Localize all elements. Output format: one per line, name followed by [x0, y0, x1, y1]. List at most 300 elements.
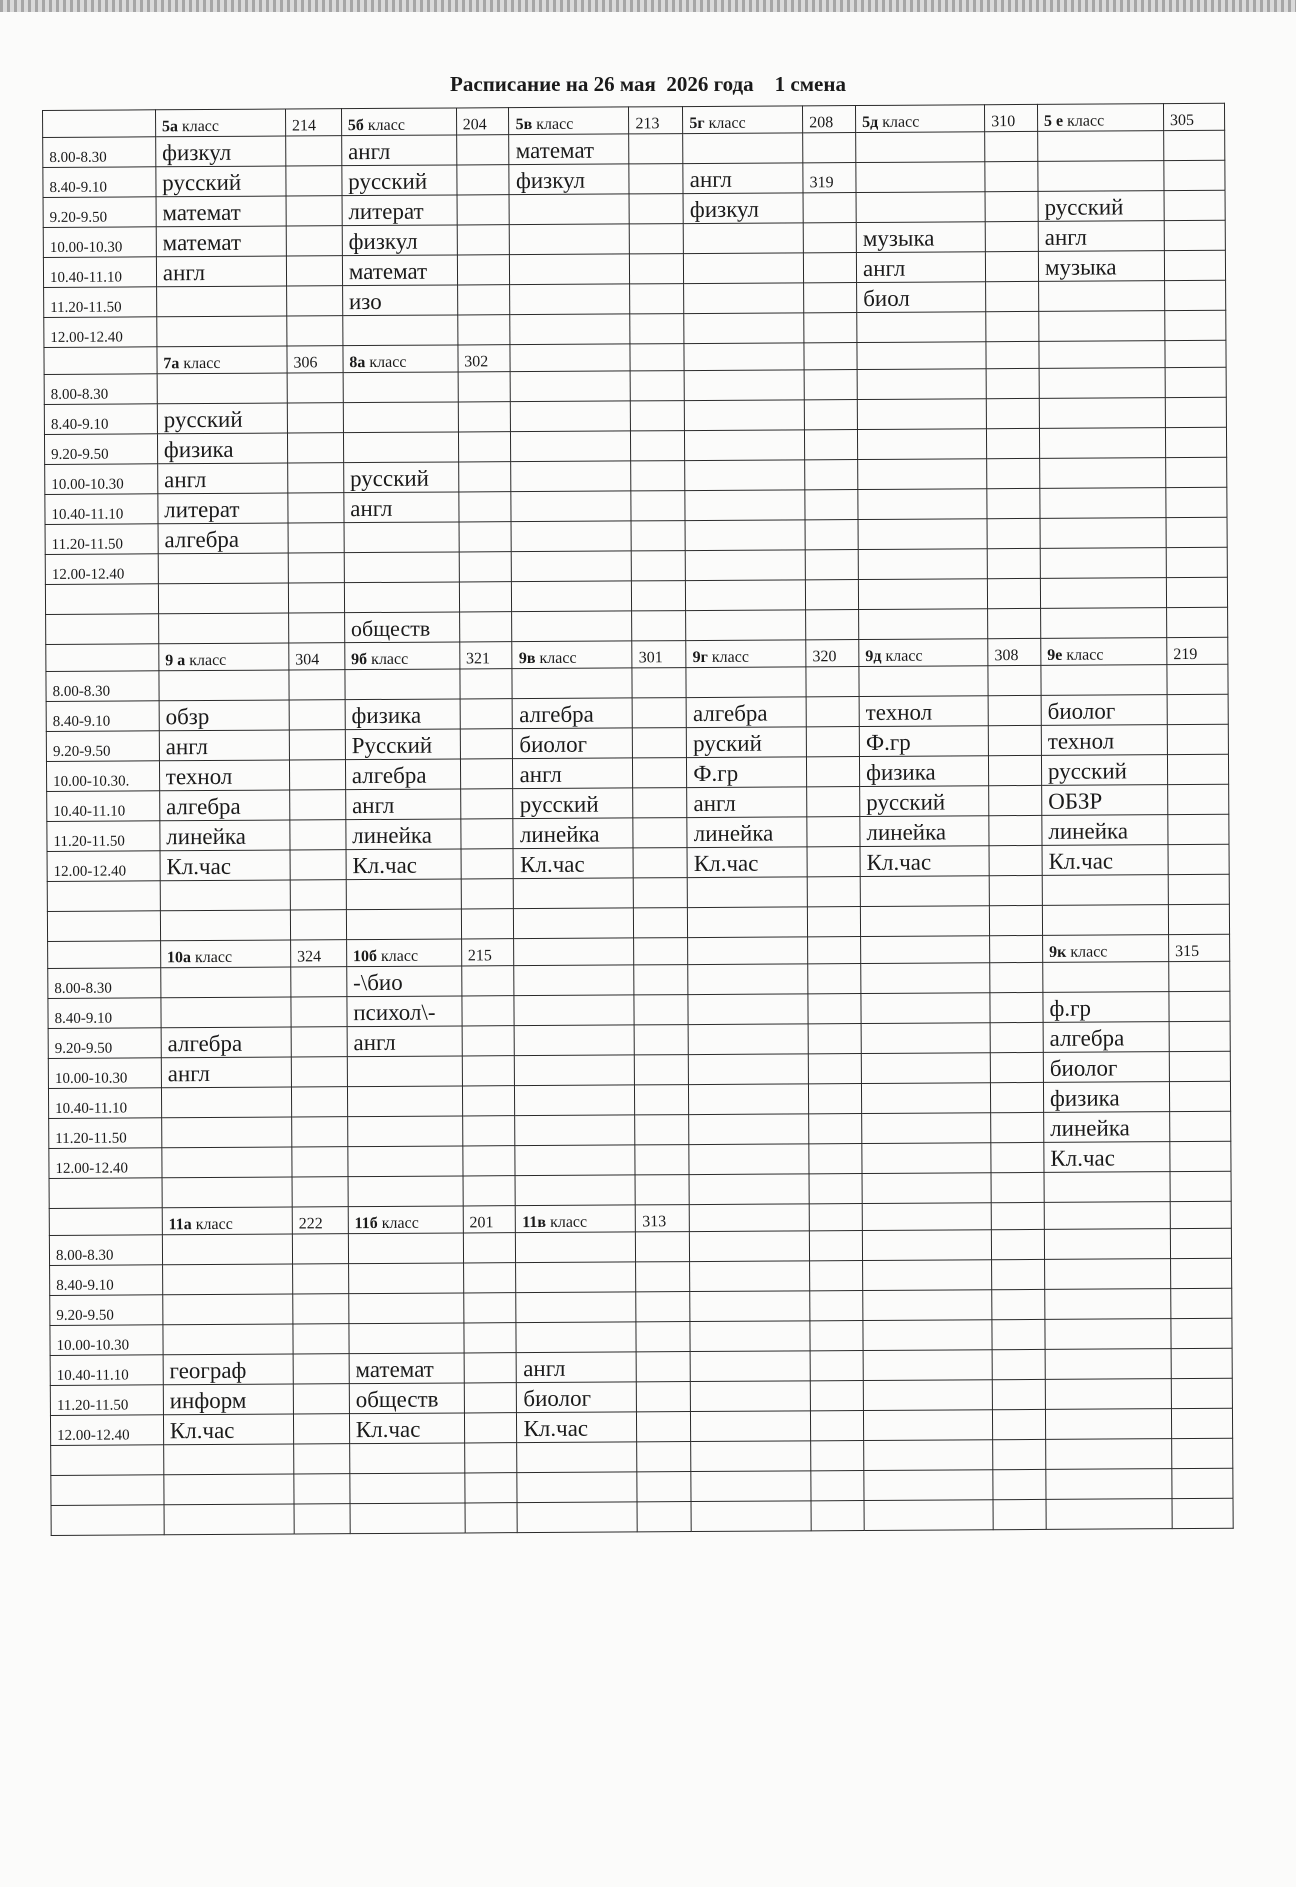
- lesson-time: [51, 1475, 164, 1506]
- lesson-subject: англ: [1038, 221, 1164, 252]
- class-label: класс: [885, 647, 923, 665]
- lesson-subject: [684, 253, 804, 284]
- lesson-room: [291, 967, 347, 997]
- lesson-subject: математ: [156, 196, 286, 227]
- lesson-room: [458, 402, 511, 432]
- lesson-room: [803, 193, 856, 223]
- lesson-subject: [1039, 368, 1165, 399]
- lesson-time: 10.00-10.30: [45, 464, 158, 495]
- lesson-time: 8.40-9.10: [44, 404, 157, 435]
- lesson-room: [635, 1175, 689, 1205]
- class-label: класс: [195, 1215, 233, 1234]
- lesson-subject: англ: [156, 256, 286, 287]
- class-number: 10б: [352, 947, 378, 966]
- lesson-room: [810, 1291, 863, 1321]
- room-number: 321: [459, 642, 512, 669]
- lesson-room: [290, 850, 346, 880]
- class-name-cell: [516, 1205, 636, 1233]
- lesson-subject: [690, 1351, 810, 1382]
- lesson-room: [1171, 1408, 1232, 1438]
- lesson-subject: [689, 1114, 809, 1145]
- lesson-subject: [690, 1321, 810, 1352]
- lesson-subject: [515, 1025, 635, 1056]
- room-number: [804, 343, 857, 370]
- lesson-subject: [516, 1262, 636, 1293]
- lesson-room: [1164, 190, 1225, 220]
- lesson-room: [631, 461, 685, 491]
- lesson-subject: физкул: [155, 136, 285, 167]
- lesson-subject: линейка: [160, 820, 290, 851]
- lesson-subject: [1045, 1289, 1171, 1320]
- class-name-cell: [160, 940, 290, 968]
- lesson-time: 10.40-11.10: [50, 1355, 163, 1386]
- lesson-subject: [1042, 905, 1168, 936]
- lesson-room: [289, 670, 345, 700]
- lesson-subject: [515, 1175, 635, 1206]
- lesson-time: 9.20-9.50: [48, 1028, 161, 1059]
- room-number: 308: [988, 638, 1041, 665]
- lesson-time: 8.00-8.30: [48, 968, 161, 999]
- lesson-room: [631, 491, 685, 521]
- lesson-subject: [856, 132, 985, 163]
- lesson-room: [989, 875, 1042, 905]
- lesson-room: [632, 581, 686, 611]
- lesson-room: [1165, 310, 1226, 340]
- lesson-subject: Кл.час: [1044, 1142, 1170, 1173]
- lesson-subject: [858, 519, 987, 550]
- lesson-room: [806, 610, 859, 640]
- class-number: 9б: [351, 651, 368, 669]
- class-number: 5 е: [1043, 112, 1064, 130]
- lesson-room: [993, 1409, 1046, 1439]
- lesson-room: [635, 1085, 689, 1115]
- lesson-subject: информ: [163, 1384, 293, 1415]
- lesson-subject: [690, 1261, 810, 1292]
- lesson-time: 11.20-11.50: [50, 1385, 163, 1416]
- lesson-time: [47, 881, 160, 912]
- lesson-subject: географ: [163, 1354, 293, 1385]
- lesson-subject: [1045, 1319, 1171, 1350]
- lesson-subject: [348, 1176, 463, 1207]
- lesson-subject: [1040, 548, 1166, 579]
- lesson-room: [632, 611, 686, 641]
- lesson-room: [464, 1443, 517, 1473]
- class-label: класс: [189, 651, 227, 670]
- lesson-subject: [861, 993, 990, 1024]
- lesson-subject: [345, 669, 460, 700]
- lesson-subject: ф.гр: [1043, 992, 1169, 1023]
- lesson-subject: технол: [1041, 725, 1167, 756]
- lesson-time: 9.20-9.50: [44, 434, 157, 465]
- lesson-room: [287, 433, 343, 463]
- class-number: 9г: [692, 648, 708, 667]
- lesson-room: [288, 523, 344, 553]
- room-number: [1165, 340, 1226, 367]
- lesson-subject: Кл.час: [346, 849, 461, 880]
- lesson-subject: [512, 611, 632, 642]
- lesson-subject: [347, 1056, 462, 1087]
- lesson-time: 10.00-10.30: [48, 1058, 161, 1089]
- lesson-room: [632, 668, 686, 698]
- class-name-cell: [684, 343, 804, 371]
- lesson-room: [1168, 784, 1229, 814]
- lesson-subject: физика: [157, 433, 287, 464]
- lesson-subject: физкул: [683, 193, 803, 224]
- lesson-room: [633, 818, 687, 848]
- lesson-room: [993, 1439, 1046, 1469]
- lesson-subject: психол\-: [347, 996, 462, 1027]
- lesson-subject: [159, 670, 289, 701]
- room-number: [809, 1204, 862, 1231]
- lesson-subject: [511, 521, 631, 552]
- lesson-subject: биолог: [513, 728, 633, 759]
- lesson-subject: Кл.час: [513, 848, 633, 879]
- lesson-room: [630, 284, 684, 314]
- class-name-cell: [857, 342, 986, 370]
- class-label: класс: [367, 116, 405, 135]
- lesson-room: [991, 1082, 1044, 1112]
- lesson-room: [291, 1087, 347, 1117]
- lesson-subject: [517, 1472, 637, 1503]
- lesson-subject: [516, 1322, 636, 1353]
- class-name-cell: [683, 106, 803, 134]
- lesson-room: [630, 314, 684, 344]
- class-name-cell: [348, 1206, 463, 1234]
- lesson-room: [806, 727, 859, 757]
- class-number: 5а: [161, 118, 178, 136]
- lesson-subject: [688, 907, 808, 938]
- room-number: [986, 341, 1039, 368]
- lesson-subject: [863, 1410, 992, 1441]
- lesson-room: [990, 962, 1043, 992]
- room-number: 305: [1163, 103, 1224, 130]
- lesson-subject: [350, 1503, 465, 1534]
- lesson-subject: Кл.час: [517, 1412, 637, 1443]
- lesson-room: [807, 847, 860, 877]
- lesson-room: [1171, 1318, 1232, 1348]
- room-number: 304: [289, 643, 345, 670]
- lesson-subject: [1038, 281, 1164, 312]
- lesson-subject: [517, 1502, 637, 1533]
- lesson-room: [461, 966, 514, 996]
- lesson-room: [463, 1293, 516, 1323]
- lesson-room: [1167, 724, 1228, 754]
- lesson-room: [1165, 367, 1226, 397]
- lesson-subject: [346, 879, 461, 910]
- lesson-subject: [857, 312, 986, 343]
- lesson-subject: [343, 432, 458, 463]
- lesson-subject: [517, 1442, 637, 1473]
- class-name-cell: [1041, 638, 1167, 666]
- class-label: класс: [1066, 646, 1104, 664]
- lesson-room: [463, 1263, 516, 1293]
- class-label: класс: [181, 117, 220, 136]
- room-number: 214: [285, 109, 341, 136]
- lesson-subject: [691, 1411, 811, 1442]
- lesson-subject: [516, 1232, 636, 1263]
- lesson-room: [630, 224, 684, 254]
- lesson-room: [1166, 547, 1227, 577]
- class-number: 7а: [163, 355, 180, 373]
- class-name-cell: [512, 641, 632, 669]
- lesson-subject: [689, 1054, 809, 1085]
- lesson-subject: русский: [156, 166, 286, 197]
- class-name-cell: [509, 107, 629, 135]
- lesson-subject: линейка: [1044, 1112, 1170, 1143]
- lesson-room: [986, 398, 1039, 428]
- lesson-subject: математ: [509, 134, 629, 165]
- lesson-room: [804, 253, 857, 283]
- room-number: 324: [290, 940, 346, 967]
- lesson-room: [990, 1052, 1043, 1082]
- class-name-cell: [159, 643, 289, 671]
- lesson-room: [991, 1112, 1044, 1142]
- lesson-time: 12.00-12.40: [47, 851, 160, 882]
- lesson-subject: [347, 1116, 462, 1147]
- lesson-subject: [858, 489, 987, 520]
- lesson-room: [457, 255, 510, 285]
- lesson-room: [1170, 1171, 1231, 1201]
- lesson-subject: [349, 1443, 464, 1474]
- lesson-subject: [1045, 1349, 1171, 1380]
- lesson-subject: [343, 402, 458, 433]
- class-label: класс: [183, 354, 221, 373]
- lesson-subject: Кл.час: [160, 850, 290, 881]
- lesson-room: [991, 1229, 1044, 1259]
- lesson-time: 8.00-8.30: [43, 137, 156, 168]
- lesson-room: [1164, 130, 1225, 160]
- class-name-cell: [859, 639, 988, 667]
- lesson-room: [1169, 1021, 1230, 1051]
- lesson-room: [463, 1233, 516, 1263]
- lesson-room: [461, 849, 514, 879]
- class-name-cell: [689, 1204, 809, 1232]
- class-name-cell: [510, 344, 630, 372]
- lesson-room: [1169, 991, 1230, 1021]
- lesson-time: [51, 1505, 164, 1536]
- lesson-room: [459, 612, 512, 642]
- lesson-room: [460, 729, 513, 759]
- lesson-room: [808, 964, 861, 994]
- lesson-room: [632, 698, 686, 728]
- class-name-cell: [341, 108, 456, 136]
- room-number: 219: [1167, 637, 1228, 664]
- lesson-room: [290, 880, 346, 910]
- room-number: [991, 1202, 1044, 1229]
- lesson-subject: [1044, 1259, 1170, 1290]
- lesson-room: [291, 1057, 347, 1087]
- lesson-room: [289, 700, 345, 730]
- lesson-subject: физика: [859, 756, 988, 787]
- lesson-subject: [856, 162, 985, 193]
- lesson-room: [458, 492, 511, 522]
- lesson-subject: [514, 908, 634, 939]
- lesson-room: [459, 552, 512, 582]
- lesson-subject: [515, 1115, 635, 1146]
- lesson-subject: [344, 582, 459, 613]
- lesson-room: [460, 699, 513, 729]
- lesson-subject: ОБЗР: [1042, 785, 1168, 816]
- lesson-subject: [164, 1474, 294, 1505]
- lesson-room: [1164, 160, 1225, 190]
- lesson-room: [805, 520, 858, 550]
- lesson-room: [992, 1259, 1045, 1289]
- lesson-room: [985, 191, 1038, 221]
- room-number: 215: [461, 939, 514, 966]
- lesson-room: [459, 582, 512, 612]
- class-number: 5в: [515, 116, 533, 134]
- lesson-room: [1167, 694, 1228, 724]
- lesson-room: [463, 1176, 516, 1206]
- lesson-subject: физкул: [342, 225, 457, 256]
- lesson-room: [1164, 220, 1225, 250]
- lesson-room: [989, 785, 1042, 815]
- room-number: [634, 938, 688, 965]
- lesson-subject: [688, 964, 808, 995]
- lesson-subject: алгебра: [159, 790, 289, 821]
- lesson-room: [805, 430, 858, 460]
- lesson-room: [464, 1323, 517, 1353]
- lesson-room: [1169, 961, 1230, 991]
- lesson-subject: Ф.гр: [859, 726, 988, 757]
- lesson-subject: [691, 1441, 811, 1472]
- lesson-room: [809, 1144, 862, 1174]
- lesson-subject: изо: [342, 285, 457, 316]
- room-number: [990, 935, 1043, 962]
- lesson-room: [286, 166, 342, 196]
- lesson-subject: [511, 491, 631, 522]
- lesson-room: [989, 905, 1042, 935]
- lesson-subject: [685, 550, 805, 581]
- lesson-subject: [511, 401, 631, 432]
- class-name-cell: [861, 936, 990, 964]
- lesson-subject: [858, 579, 987, 610]
- lesson-subject: англ: [517, 1352, 637, 1383]
- header-time-cell: [49, 1208, 162, 1236]
- lesson-subject: [691, 1501, 811, 1532]
- lesson-subject: [687, 877, 807, 908]
- lesson-room: [289, 760, 345, 790]
- lesson-room: [1168, 844, 1229, 874]
- lesson-subject: [857, 399, 986, 430]
- scan-edge: [0, 0, 1296, 12]
- class-name-cell: [155, 109, 285, 137]
- class-name-cell: [346, 939, 461, 967]
- lesson-subject: англ: [344, 492, 459, 523]
- class-number: 5д: [862, 113, 879, 131]
- lesson-subject: [1040, 458, 1166, 489]
- lesson-room: [631, 521, 685, 551]
- lesson-subject: англ: [341, 135, 456, 166]
- lesson-room: [992, 1319, 1045, 1349]
- lesson-room: [456, 165, 509, 195]
- lesson-subject: [158, 583, 288, 614]
- lesson-subject: алгебра: [1043, 1022, 1169, 1053]
- lesson-subject: -\био: [347, 966, 462, 997]
- lesson-time: 9.20-9.50: [43, 197, 156, 228]
- lesson-subject: [347, 1086, 462, 1117]
- lesson-subject: [686, 580, 806, 611]
- lesson-subject: [684, 370, 804, 401]
- lesson-subject: англ: [687, 787, 807, 818]
- lesson-row: [51, 1498, 1233, 1535]
- lesson-room: [458, 462, 511, 492]
- class-label: класс: [371, 650, 409, 668]
- lesson-time: 12.00-12.40: [49, 1148, 162, 1179]
- lesson-subject: [861, 1023, 990, 1054]
- lesson-room: [629, 164, 683, 194]
- lesson-subject: [860, 876, 989, 907]
- lesson-room: [464, 1473, 517, 1503]
- lesson-subject: [157, 373, 287, 404]
- lesson-room: [1168, 814, 1229, 844]
- lesson-subject: физика: [1043, 1082, 1169, 1113]
- lesson-room: 319: [803, 163, 856, 193]
- lesson-subject: [864, 1440, 993, 1471]
- lesson-room: [462, 996, 515, 1026]
- lesson-time: 10.40-11.10: [45, 494, 158, 525]
- lesson-subject: [1043, 962, 1169, 993]
- lesson-room: [803, 223, 856, 253]
- lesson-room: [464, 1383, 517, 1413]
- class-number: 11б: [354, 1214, 378, 1233]
- lesson-room: [629, 194, 683, 224]
- lesson-room: [1167, 664, 1228, 694]
- class-name-cell: [862, 1203, 991, 1231]
- lesson-room: [807, 787, 860, 817]
- lesson-subject: [1039, 311, 1165, 342]
- class-name-cell: [688, 937, 808, 965]
- lesson-room: [985, 161, 1038, 191]
- lesson-subject: [511, 431, 631, 462]
- lesson-subject: [863, 1350, 992, 1381]
- lesson-room: [1170, 1228, 1231, 1258]
- lesson-time: [51, 1445, 164, 1476]
- lesson-time: 11.20-11.50: [44, 287, 157, 318]
- class-label: класс: [549, 1213, 588, 1231]
- lesson-subject: [691, 1471, 811, 1502]
- lesson-time: 11.20-11.50: [49, 1118, 162, 1149]
- lesson-subject: [1042, 875, 1168, 906]
- lesson-room: [1169, 1081, 1230, 1111]
- lesson-room: [806, 697, 859, 727]
- lesson-subject: русский: [157, 403, 287, 434]
- lesson-room: [987, 518, 1040, 548]
- lesson-room: [1171, 1348, 1232, 1378]
- lesson-subject: [157, 316, 287, 347]
- lesson-subject: [685, 490, 805, 521]
- lesson-room: [810, 1231, 863, 1261]
- lesson-subject: [509, 194, 629, 225]
- lesson-subject: [863, 1380, 992, 1411]
- lesson-room: [1165, 427, 1226, 457]
- lesson-subject: [511, 461, 631, 492]
- lesson-subject: [1038, 161, 1164, 192]
- lesson-room: [457, 315, 510, 345]
- lesson-time: 9.20-9.50: [50, 1295, 163, 1326]
- lesson-subject: линейка: [513, 818, 633, 849]
- lesson-subject: [689, 1144, 809, 1175]
- lesson-subject: [163, 1444, 293, 1475]
- lesson-room: [465, 1503, 518, 1533]
- lesson-room: [633, 788, 687, 818]
- lesson-subject: русский: [860, 786, 989, 817]
- lesson-room: [636, 1232, 690, 1262]
- lesson-room: [992, 1349, 1045, 1379]
- lesson-room: [294, 1474, 350, 1504]
- lesson-subject: англ: [159, 730, 289, 761]
- lesson-subject: [163, 1294, 293, 1325]
